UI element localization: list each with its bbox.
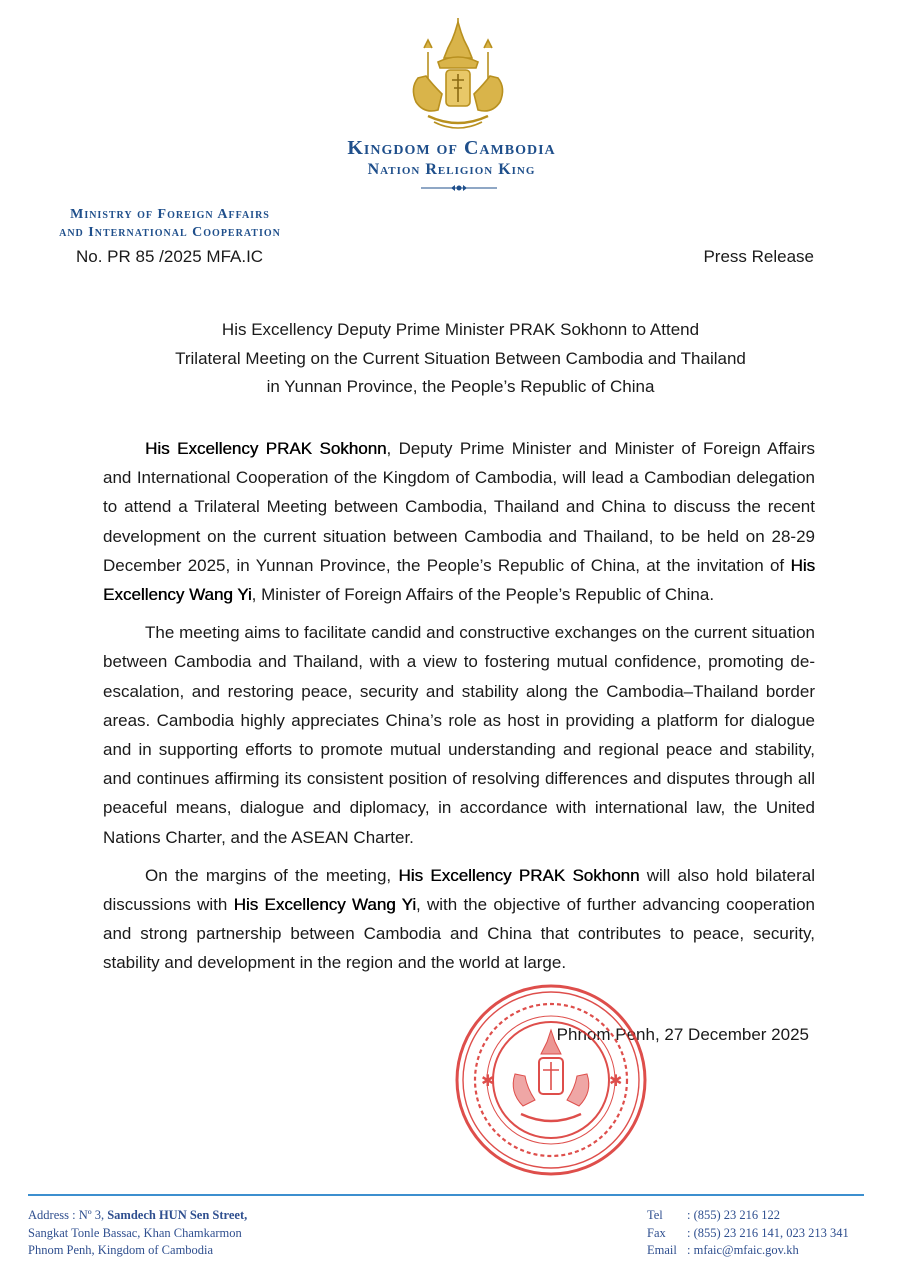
svg-text:✱: ✱ [609,1071,623,1090]
document-type: Press Release [703,247,814,266]
footer-contact [647,1207,849,1260]
press-release-title [0,316,899,402]
title-line: in Yunnan Province, the People’s Republic of China [266,377,655,396]
ministry-line-2: and International Cooperation [59,225,281,240]
name-emphasis: His Excellency Wang Yi [103,555,815,605]
kingdom-title: Kingdom of Cambodia [347,137,556,159]
address-line-1: Address : Nº 3, Samdech HUN Sen Street, [28,1208,248,1222]
footer-rule [28,1194,864,1196]
name-emphasis: His Excellency Wang Yi [233,895,417,915]
name-emphasis: His Excellency PRAK Sokhonn [398,865,640,885]
title-line: His Excellency Deputy Prime Minister PRAK Sokhonn to Attend [221,320,700,339]
svg-text:✱: ✱ [481,1071,495,1090]
press-release-body [103,434,815,987]
contact-email: Email : mfaic@mfaic.gov.kh [647,1243,799,1257]
contact-fax: Fax : (855) 23 216 141, 023 213 341 [647,1225,849,1240]
paragraph-3: On the margins of the meeting, His Excellency PRAK Sokhonn will also hold bilateral discussions with His Excellency Wang Yi, with the objective of further advancing cooperation and strong partnership between Cambodia and China that contributes to peace, security, stability and development in the region and the world at large. [103,865,816,973]
kingdom-motto: Nation Religion King [367,161,536,178]
reference-number: No. PR 85 /2025 MFA.IC [76,247,264,266]
contact-tel: Tel : (855) 23 216 122 [647,1208,781,1222]
address-line-3: Phnom Penh, Kingdom of Cambodia [28,1243,214,1257]
ornament-divider [421,184,497,192]
name-emphasis: His Excellency PRAK Sokhonn [145,439,387,458]
ministry-seal-stamp [453,982,649,1178]
paragraph-1: His Excellency PRAK Sokhonn, Deputy Prime Minister and Minister of Foreign Affairs and International Cooperation of the Kingdom of Cambodia, will lead a Cambodian delegation to attend a Trilateral Meeting between Cambodia, Thailand and China to discuss the recent development on the current situation between Cambodia and Thailand, to be held on 28-29 December 2025, in Yunnan Province, the People’s Republic of China, at the invitation of His Excellency Wang Yi, Minister of Foreign Affairs of the People’s Republic of China. [103,439,815,605]
ministry-name [30,206,310,242]
royal-arms-emblem [398,18,518,134]
paragraph-2: The meeting aims to facilitate candid and constructive exchanges on the current situation between Cambodia and Thailand, with a view to fostering mutual confidence, promoting de-escalation, and restoring peace, security and stability along the Cambodia–Thailand border areas. Cambodia highly appreciates China’s role as host in providing a platform for dialogue and in supporting efforts to promote mutual understanding and regional peace and stability, and continues affirming its consistent position of resolving differences and disputes through all peaceful means, dialogue and diplomacy, in accordance with international law, the United Nations Charter, and the ASEAN Charter. [103,623,815,847]
place-and-date: Phnom Penh, 27 December 2025 [556,1025,809,1044]
address-line-2: Sangkat Tonle Bassac, Khan Chamkarmon [28,1225,242,1240]
footer-address [28,1207,247,1260]
ministry-line-1: Ministry of Foreign Affairs [70,207,270,222]
title-line: Trilateral Meeting on the Current Situation Between Cambodia and Thailand [175,348,746,368]
